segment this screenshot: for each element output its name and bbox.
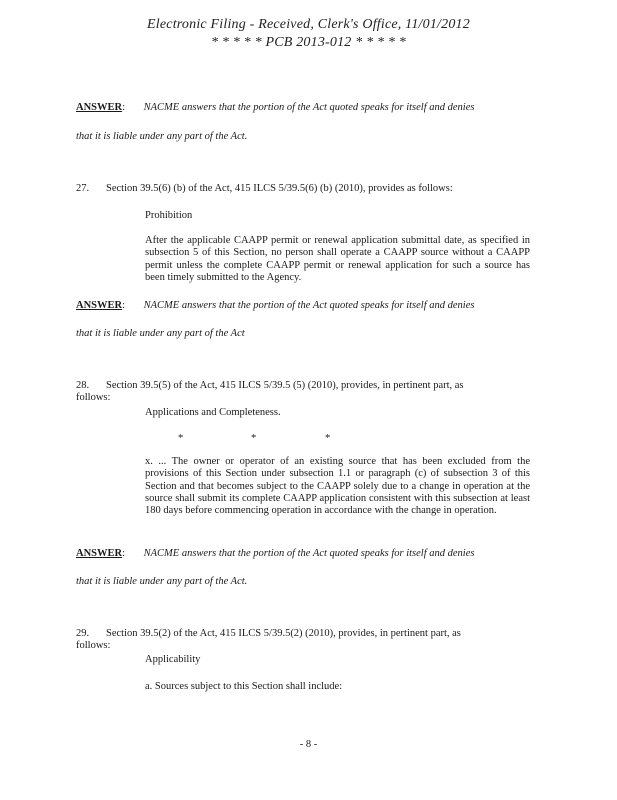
answer-text-continued: that it is liable under any part of the Act. [76, 576, 248, 587]
answer-colon: : [122, 102, 126, 113]
ellipsis-star: * [251, 433, 257, 444]
answer-block-3 [76, 547, 474, 561]
answer-colon: : [122, 548, 126, 559]
para-29-number: 29. [76, 628, 90, 639]
answer-text: NACME answers that the portion of the Act quoted speaks for itself and denies [143, 102, 475, 113]
answer-label: ANSWER [76, 300, 123, 311]
para-28-number: 28. [76, 380, 90, 391]
para-28-heading: Applications and Completeness. [145, 407, 281, 418]
para-28-intro-cont: follows: [76, 392, 111, 403]
answer-colon: : [122, 300, 126, 311]
para-29-intro-cont: follows: [76, 640, 111, 651]
para-28-quote: x. ... The owner or operator of an existing source that has been excluded from the provisions of this Section under subsection 1.1 or paragraph (c) of subsection 3 of this Section and that becomes subject to the CAAPP solely due to a change in operation at the source shall submit its complete CAAPP application consistent with this subsection at least 180 days before commencing operation in accordance with the change in operation. [145, 456, 530, 517]
page-number: - 8 - [299, 739, 318, 750]
answer-text: NACME answers that the portion of the Act quoted speaks for itself and denies [143, 548, 475, 559]
para-29-heading: Applicability [145, 654, 201, 665]
ellipsis-star: * [178, 433, 184, 444]
answer-label: ANSWER [76, 102, 123, 113]
filing-header-line2: * * * * * PCB 2013-012 * * * * * [210, 35, 406, 50]
para-27-quote: After the applicable CAAPP permit or renewal application submittal date, as specified in subsection 5 of this Section, no person shall operate a CAAPP source without a CAAPP permit unless the complete CAAPP permit or renewal application for such a source has been timely submitted to the Agency. [145, 235, 530, 283]
answer-text-continued: that it is liable under any part of the Act. [76, 131, 248, 142]
para-27-heading: Prohibition [145, 210, 193, 221]
para-27-number: 27. [76, 183, 90, 194]
filing-header-line1: Electronic Filing - Received, Clerk's Office, 11/01/2012 [147, 17, 470, 32]
para-29-item-a: a. Sources subject to this Section shall include: [145, 681, 343, 692]
answer-text-continued: that it is liable under any part of the Act [76, 328, 245, 339]
para-28-intro: Section 39.5(5) of the Act, 415 ILCS 5/39.5 (5) (2010), provides, in pertinent part, as [106, 380, 464, 391]
answer-label: ANSWER [76, 548, 123, 559]
para-29-intro: Section 39.5(2) of the Act, 415 ILCS 5/39.5(2) (2010), provides, in pertinent part, as [106, 628, 461, 639]
para-27-intro: Section 39.5(6) (b) of the Act, 415 ILCS 5/39.5(6) (b) (2010), provides as follows: [106, 183, 453, 194]
answer-block-1 [76, 101, 474, 115]
ellipsis-star: * [325, 433, 331, 444]
answer-block-2 [76, 299, 474, 313]
answer-text: NACME answers that the portion of the Act quoted speaks for itself and denies [143, 300, 475, 311]
